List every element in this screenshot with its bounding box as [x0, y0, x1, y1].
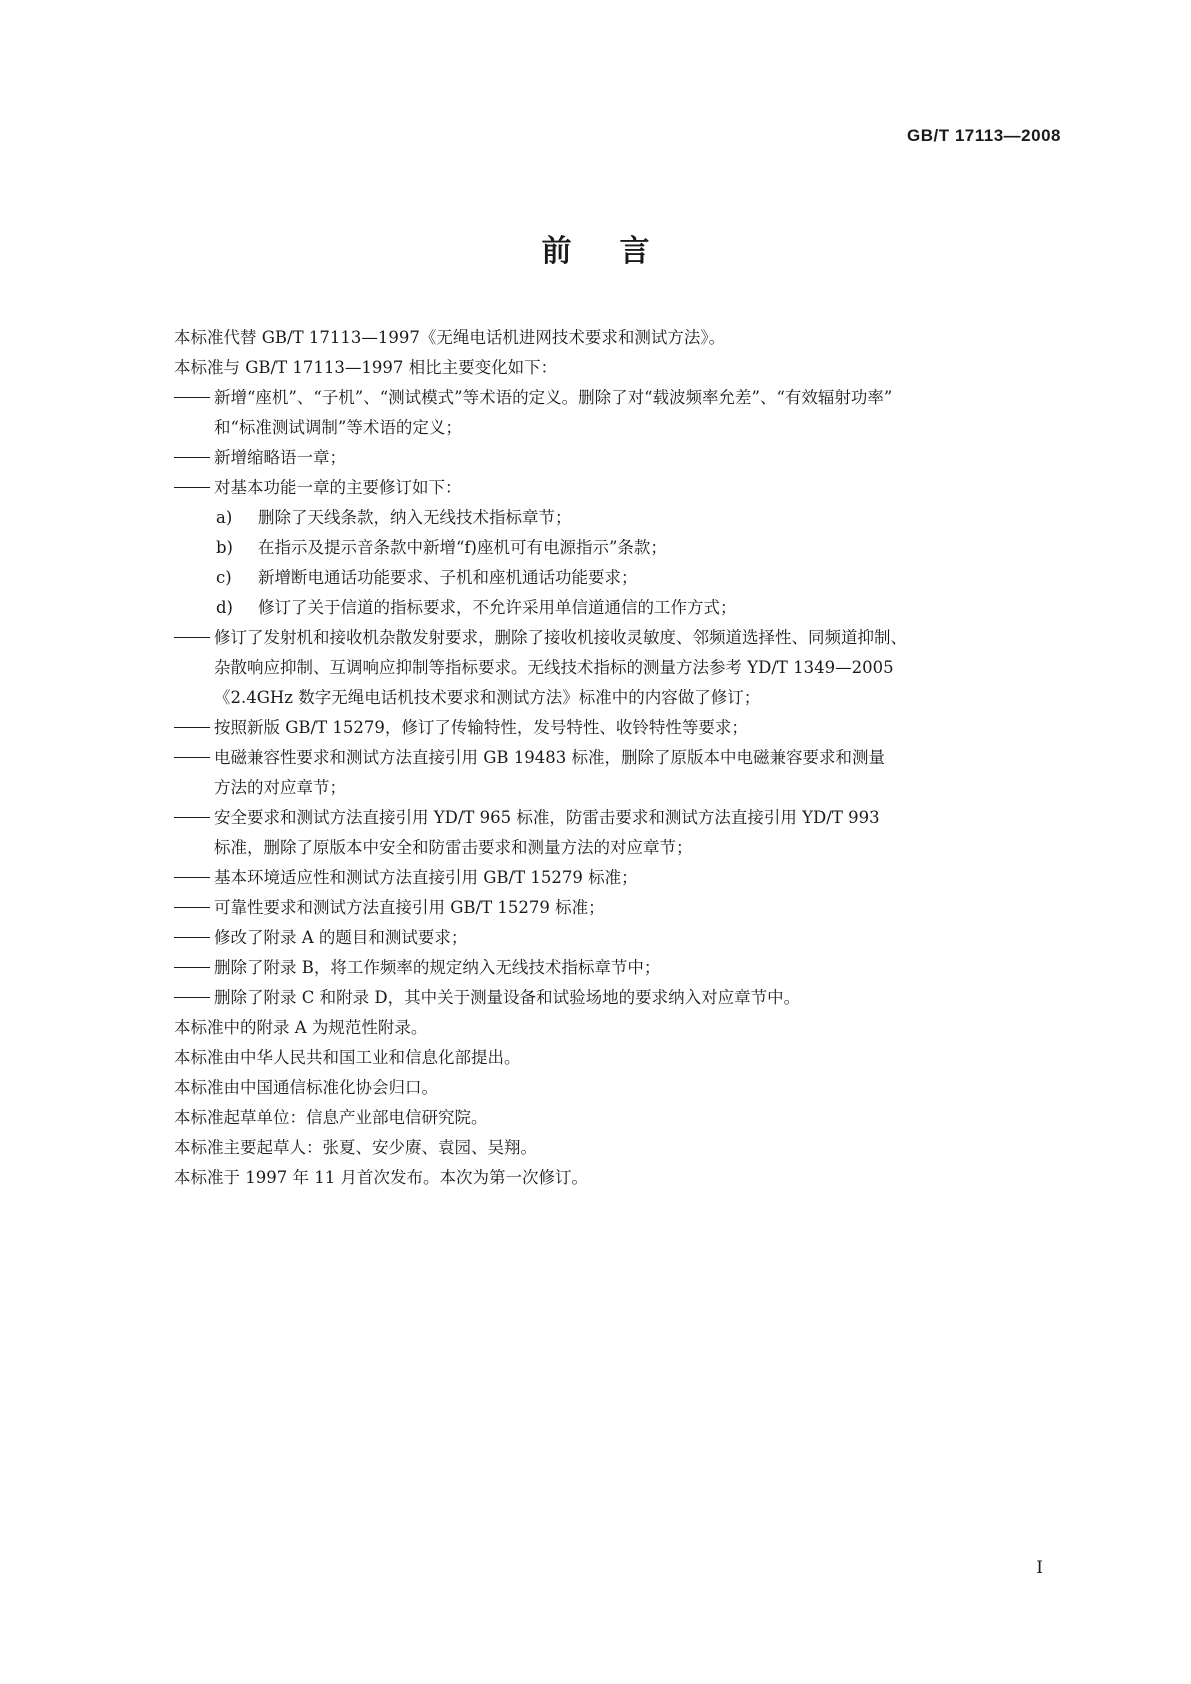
change-line: 对基本功能一章的主要修订如下：: [214, 478, 462, 497]
sub-item: [174, 533, 1054, 563]
foreword-body: [174, 323, 1054, 1193]
change-line: 基本环境适应性和测试方法直接引用 GB/T 15279 标准；: [214, 868, 638, 887]
paragraph-proposer: 本标准由中华人民共和国工业和信息化部提出。: [174, 1048, 521, 1067]
change-item: [174, 863, 1054, 893]
sub-item-marker: b): [216, 538, 233, 557]
change-item: [174, 923, 1054, 953]
dash-bullet: [174, 877, 210, 878]
change-line: 新增缩略语一章；: [214, 448, 346, 467]
change-line: 杂散响应抑制、互调响应抑制等指标要求。无线技术指标的测量方法参考 YD/T 1349—2005: [214, 658, 894, 677]
dash-bullet: [174, 487, 210, 488]
change-item: [174, 953, 1054, 983]
sub-item: [174, 593, 1054, 623]
change-item: [174, 443, 1054, 473]
dash-bullet: [174, 967, 210, 968]
sub-list: [174, 503, 1054, 623]
change-line: 标准，删除了原版本中安全和防雷击要求和测量方法的对应章节；: [214, 838, 693, 857]
change-line: 可靠性要求和测试方法直接引用 GB/T 15279 标准；: [214, 898, 605, 917]
sub-item-text: 删除了天线条款，纳入无线技术指标章节；: [258, 508, 572, 527]
change-line: 按照新版 GB/T 15279，修订了传输特性，发号特性、收铃特性等要求；: [214, 718, 748, 737]
paragraph-replaces: 本标准代替 GB/T 17113—1997《无绳电话机进网技术要求和测试方法》。: [174, 328, 726, 347]
dash-bullet: [174, 817, 210, 818]
sub-item-marker: d): [216, 598, 233, 617]
change-line: 安全要求和测试方法直接引用 YD/T 965 标准，防雷击要求和测试方法直接引用 YD/T 993: [214, 808, 880, 827]
sub-item-marker: c): [216, 568, 232, 587]
change-line: 删除了附录 B，将工作频率的规定纳入无线技术指标章节中；: [214, 958, 661, 977]
change-line: 修订了发射机和接收机杂散发射要求，删除了接收机接收灵敏度、邻频道选择性、同频道抑制、: [214, 628, 907, 647]
change-item: [174, 623, 1054, 713]
paragraph-drafters: 本标准主要起草人：张夏、安少赓、袁园、吴翔。: [174, 1138, 537, 1157]
page-number: I: [1036, 1558, 1043, 1578]
dash-bullet: [174, 997, 210, 998]
sub-item-text: 修订了关于信道的指标要求，不允许采用单信道通信的工作方式；: [258, 598, 737, 617]
change-line: 电磁兼容性要求和测试方法直接引用 GB 19483 标准，删除了原版本中电磁兼容要求和测量: [214, 748, 886, 767]
standard-code-header: GB/T 17113—2008: [907, 126, 1061, 145]
sub-item-text: 在指示及提示音条款中新增“f)座机可有电源指示”条款；: [258, 538, 667, 557]
page-title: 前言: [541, 234, 698, 269]
change-item: [174, 383, 1054, 443]
paragraph-changes-intro: 本标准与 GB/T 17113—1997 相比主要变化如下：: [174, 358, 558, 377]
paragraph-annex: 本标准中的附录 A 为规范性附录。: [174, 1018, 428, 1037]
dash-bullet: [174, 637, 210, 638]
dash-bullet: [174, 907, 210, 908]
dash-bullet: [174, 757, 210, 758]
dash-bullet: [174, 727, 210, 728]
dash-bullet: [174, 397, 210, 398]
change-item: [174, 803, 1054, 863]
paragraph-centralized: 本标准由中国通信标准化协会归口。: [174, 1078, 438, 1097]
sub-item: [174, 503, 1054, 533]
change-item: [174, 893, 1054, 923]
change-line: 《2.4GHz 数字无绳电话机技术要求和测试方法》标准中的内容做了修订；: [214, 688, 761, 707]
paragraph-drafting-unit: 本标准起草单位：信息产业部电信研究院。: [174, 1108, 488, 1127]
sub-item-text: 新增断电通话功能要求、子机和座机通话功能要求；: [258, 568, 638, 587]
change-item: [174, 743, 1054, 803]
change-line: 新增“座机”、“子机”、“测试模式”等术语的定义。删除了对“载波频率允差”、“有效辐射功率”: [214, 388, 893, 407]
dash-bullet: [174, 937, 210, 938]
paragraph-release-history: 本标准于 1997 年 11 月首次发布。本次为第一次修订。: [174, 1168, 588, 1187]
change-line: 删除了附录 C 和附录 D，其中关于测量设备和试验场地的要求纳入对应章节中。: [214, 988, 801, 1007]
change-line: 方法的对应章节；: [214, 778, 346, 797]
change-line: 修改了附录 A 的题目和测试要求；: [214, 928, 468, 947]
change-item: [174, 713, 1054, 743]
change-line: 和“标准测试调制”等术语的定义；: [214, 418, 462, 437]
sub-item-marker: a): [216, 508, 233, 527]
change-item: [174, 473, 1054, 503]
dash-bullet: [174, 457, 210, 458]
sub-item: [174, 563, 1054, 593]
change-item: [174, 983, 1054, 1013]
changes-list: [174, 383, 1054, 1013]
